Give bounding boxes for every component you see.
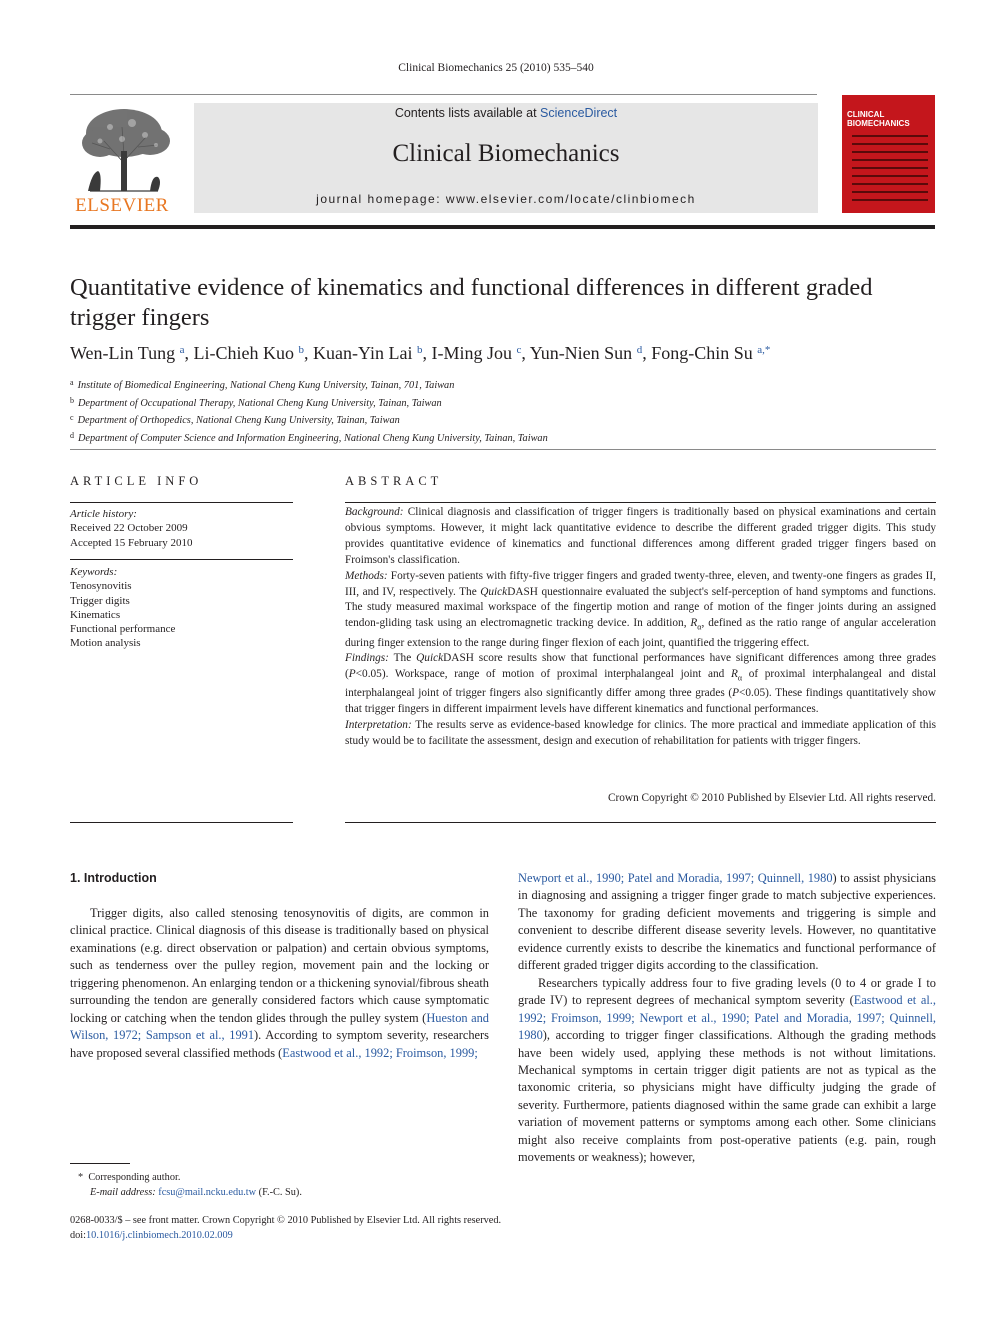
abstract-label: Background: <box>345 506 404 518</box>
author-affiliation-link[interactable]: d <box>636 344 643 356</box>
contents-prefix: Contents lists available at <box>394 106 541 120</box>
p-symbol: P <box>348 668 356 681</box>
paragraph <box>70 905 489 1062</box>
doi-link[interactable]: 10.1016/j.clinbiomech.2010.02.009 <box>86 1229 233 1241</box>
cover-stripe <box>852 183 928 185</box>
cover-stripe <box>852 135 928 137</box>
author-affiliation-link[interactable]: a <box>179 344 185 356</box>
p-symbol: P <box>732 687 740 700</box>
sciencedirect-link[interactable]: ScienceDirect <box>540 106 618 120</box>
affiliation-marker: c <box>70 413 74 422</box>
abstract-divider <box>345 502 936 503</box>
affiliation-text: Department of Occupational Therapy, National Cheng Kung University, Tainan, Taiwan <box>78 397 442 409</box>
footnote-text: Corresponding author. <box>88 1172 181 1183</box>
author-name: Fong-Chin Su <box>651 343 753 363</box>
article-info-divider <box>70 502 293 503</box>
paragraph-text: ), according to trigger finger classifications. Although the grading methods have been widely used, applying these methods is not without limitations. Mechanical symptoms in certain trigger digit patients are not as typical as the taxonomic criteria, so physicians might have difficulty judging the grade of severity. Furthermore, patients diagnosed within the same grade can exhibit a large variation of movement patterns or symptoms among each other. Some clinicians might also receive complaints from post-operative patients (e.g. pain, rough movements or weakness); however, <box>518 1028 936 1165</box>
keyword: Functional performance <box>70 623 176 636</box>
r-alpha-symbol: R <box>690 617 698 630</box>
affiliation <box>70 394 936 412</box>
article-info-heading: ARTICLE INFO <box>70 474 203 488</box>
abstract-label: Findings: <box>345 652 389 665</box>
journal-reference: Clinical Biomechanics 25 (2010) 535–540 <box>398 62 594 74</box>
header-divider <box>70 94 817 95</box>
keyword: Tenosynovitis <box>70 580 132 593</box>
article-title: Quantitative evidence of kinematics and functional differences in different graded trigger fingers <box>70 274 873 331</box>
abstract-text: ). Workspace, range of motion of proximal interphalangeal joint and <box>381 668 731 681</box>
author-affiliation-link[interactable]: b <box>298 344 304 356</box>
abstract-text: The <box>393 652 417 665</box>
footnote-divider <box>70 1163 130 1164</box>
citation-link[interactable]: Eastwood et al., 1992; Froimson, 1999; Newport et al., 1990; Patel and Moradia, 1997; Quinnell, 1980 <box>518 993 936 1043</box>
body-column-right <box>518 870 936 1167</box>
section-heading-introduction: 1. Introduction <box>70 871 157 885</box>
abstract-text: ). These findings quantitatively show that trigger fingers in different impairment levels have different kinematics and functional performances. <box>345 687 936 716</box>
abstract-text: Clinical diagnosis and classification of trigger fingers is traditionally based on physical examinations and certain obvious symptoms. However, it might lack quantitative evidence to describe the different graded trigger digits. This study provides quantitative evidence of kinematics and functional differences among different graded trigger fingers based on Froimson's classification. <box>345 506 936 566</box>
abstract-methods <box>345 569 936 652</box>
quick-prefix: Quick <box>416 652 444 665</box>
received-date: Received 22 October 2009 <box>70 522 188 535</box>
email-label: E-mail address: <box>90 1187 156 1198</box>
abstract-bottom-divider <box>345 822 936 823</box>
publisher-logo-text: ELSEVIER <box>75 195 169 216</box>
body-column-left <box>70 905 489 1062</box>
author-name: I-Ming Jou <box>431 343 512 363</box>
cover-stripe <box>852 199 928 201</box>
keywords-block <box>70 565 293 651</box>
affiliation-marker: b <box>70 395 74 405</box>
author-affiliation-link[interactable]: c <box>516 344 522 356</box>
section-divider <box>70 449 936 450</box>
article-history <box>70 507 293 550</box>
footnotes <box>70 1170 489 1200</box>
journal-title: Clinical Biomechanics <box>392 140 620 167</box>
email-suffix: (F.-C. Su). <box>256 1187 302 1198</box>
cover-stripe <box>852 151 928 153</box>
abstract-text: Forty-seven patients with fifty-five trigger fingers and graded twenty-three, eleven, and twenty-one fingers as grades II, III, and IV, respectively. The <box>345 569 936 598</box>
author-name: Yun-Nien Sun <box>529 343 633 363</box>
keyword: Motion analysis <box>70 637 141 650</box>
abstract-text: of proximal interphalangeal and distal interphalangeal joint of trigger fingers also significantly differ among three grades ( <box>345 668 936 700</box>
cover-title <box>847 110 932 128</box>
email-note <box>70 1185 489 1200</box>
keywords-divider <box>70 559 293 560</box>
citation-link[interactable]: Eastwood et al., 1992; Froimson, 1999; <box>282 1045 478 1060</box>
cover-stripe <box>852 143 928 145</box>
author-affiliation-link[interactable]: b <box>416 344 423 356</box>
cover-stripe <box>852 159 928 161</box>
journal-cover-thumbnail <box>842 95 935 213</box>
affiliation-text: Department of Computer Science and Information Engineering, National Cheng Kung University, Tainan, Taiwan <box>78 432 548 444</box>
affiliation-list <box>70 376 936 446</box>
p-value: <0.05 <box>355 668 382 681</box>
cover-stripe <box>852 167 928 169</box>
abstract-label: Interpretation: <box>345 719 412 732</box>
abstract-text: questionnaire evaluated the subject's self-perception of hand symptoms and functions. The study measured maximal workspace of the fingertip motion and range of motion of the finger joints during an assigned tendon-gliding task using an electromagnetic tracking device. In addition, <box>345 585 936 630</box>
issn-line: 0268-0033/$ – see front matter. Crown Copyright © 2010 Published by Elsevier Ltd. All rights reserved. <box>70 1215 502 1226</box>
abstract-text: score results show that functional performances have significant differences among three grades ( <box>345 652 937 681</box>
keyword: Trigger digits <box>70 594 130 607</box>
citation-link[interactable]: Hueston and Wilson, 1972; Sampson et al., 1991 <box>70 1010 489 1043</box>
dash-suffix: DASH <box>507 585 538 598</box>
abstract-body <box>345 505 936 750</box>
affiliation-marker: a <box>70 378 74 387</box>
doi-line <box>70 1229 670 1244</box>
quick-prefix: Quick <box>480 585 508 598</box>
p-value: <0.05 <box>739 687 766 700</box>
abstract-text: , defined as the ratio range of angular acceleration during finger extension to the range during finger flexion of each joint, quantified the triggering effect. <box>345 617 936 649</box>
abstract-findings <box>345 651 936 718</box>
doi-label: doi: <box>70 1229 87 1241</box>
paragraph-text: ) to assist physicians in diagnosing and assigning a trigger finger grade to match subjective experiences. The taxonomy for grading deficient movements and triggering is simple and convenient to describe different disease severity levels. However, no quantitative evidence currently exists to describe the kinematics and functional performance of different graded trigger digits according to the classification. <box>518 871 936 973</box>
affiliation-text: Institute of Biomedical Engineering, National Cheng Kung University, Tainan, 701, Taiwan <box>77 380 455 391</box>
keyword: Kinematics <box>70 608 121 621</box>
paragraph <box>518 975 936 1167</box>
affiliation <box>70 429 936 447</box>
header-thick-divider <box>70 225 935 229</box>
affiliation-marker: d <box>70 430 74 440</box>
dash-suffix: DASH <box>443 652 474 665</box>
history-label: Article history: <box>70 508 137 520</box>
author-name: Kuan-Yin Lai <box>312 343 413 363</box>
paragraph <box>518 870 936 975</box>
email-link[interactable]: fcsu@mail.ncku.edu.tw <box>158 1187 257 1198</box>
author-affiliation-link[interactable]: a,* <box>757 344 771 356</box>
abstract-heading: ABSTRACT <box>345 474 443 488</box>
affiliation <box>70 411 936 429</box>
abstract-interpretation <box>345 718 936 750</box>
article-info-bottom-divider <box>70 822 293 823</box>
r-alpha-subscript: α <box>697 622 702 632</box>
abstract-background <box>345 505 936 569</box>
citation-link[interactable]: Newport et al., 1990; Patel and Moradia, 1997; Quinnell, 1980 <box>518 871 833 885</box>
author-list: Wen-Lin Tung $^a$, Li-Chieh Kuo $^b$, Kuan-Yin Lai $^b$, I-Ming Jou $^c$, Yun-Nien Sun $^d$, Fong-Chin Su $^{a,*}$ <box>70 343 771 363</box>
paragraph-text: ). According to symptom severity, researchers have proposed several classified methods ( <box>70 1028 489 1060</box>
paragraph-text: Trigger digits, also called stenosing tenosynovitis of digits, are common in clinical practice. Clinical diagnosis of this disease is traditionally based on physical examinations (e.g. direct observation or palpation) and certain obvious symptoms, such as tenderness over the pulley region, movement pain and the locking or triggering phenomenon. An enlarging tendon or a thickening synovial/fibrous sheath surrounding the tendon are generally considered factors which cause symptomatic locking or catching when the tendon glides through the pulley system ( <box>70 906 489 1025</box>
front-matter <box>70 1214 670 1243</box>
journal-homepage-line <box>194 192 818 206</box>
affiliation-text: Department of Orthopedics, National Cheng Kung University, Tainan, Taiwan <box>77 415 400 426</box>
r-alpha-symbol: R <box>730 668 738 681</box>
author-name: Li-Chieh Kuo <box>193 343 294 363</box>
affiliation <box>70 376 936 394</box>
footnote-marker: * <box>78 1172 84 1183</box>
cover-title-line1: CLINICAL <box>847 110 885 119</box>
abstract-label: Methods: <box>345 569 388 582</box>
author-name: Wen-Lin Tung <box>70 343 176 363</box>
keywords-label: Keywords: <box>70 566 118 578</box>
cover-stripe <box>852 191 928 193</box>
accepted-date: Accepted 15 February 2010 <box>70 536 193 549</box>
contents-available-line <box>194 106 818 120</box>
cover-stripe <box>852 175 928 177</box>
r-alpha-subscript: α <box>737 673 743 683</box>
homepage-prefix: journal homepage: <box>316 192 446 206</box>
abstract-copyright: Crown Copyright © 2010 Published by Elsevier Ltd. All rights reserved. <box>607 792 936 804</box>
paragraph-text: Researchers typically address four to five grading levels (0 to 4 or grade I to grade IV) to represent degrees of mechanical symptom severity ( <box>518 975 936 1008</box>
corresponding-author-note <box>70 1170 489 1185</box>
abstract-text: The results serve as evidence-based knowledge for clinics. The more practical and immediate application of this study would be to facilitate the assessment, design and execution of rehabilitation for patients with trigger fingers. <box>345 719 936 748</box>
cover-title-line2: BIOMECHANICS <box>847 119 910 128</box>
journal-homepage-link[interactable]: www.elsevier.com/locate/clinbiomech <box>445 192 696 206</box>
